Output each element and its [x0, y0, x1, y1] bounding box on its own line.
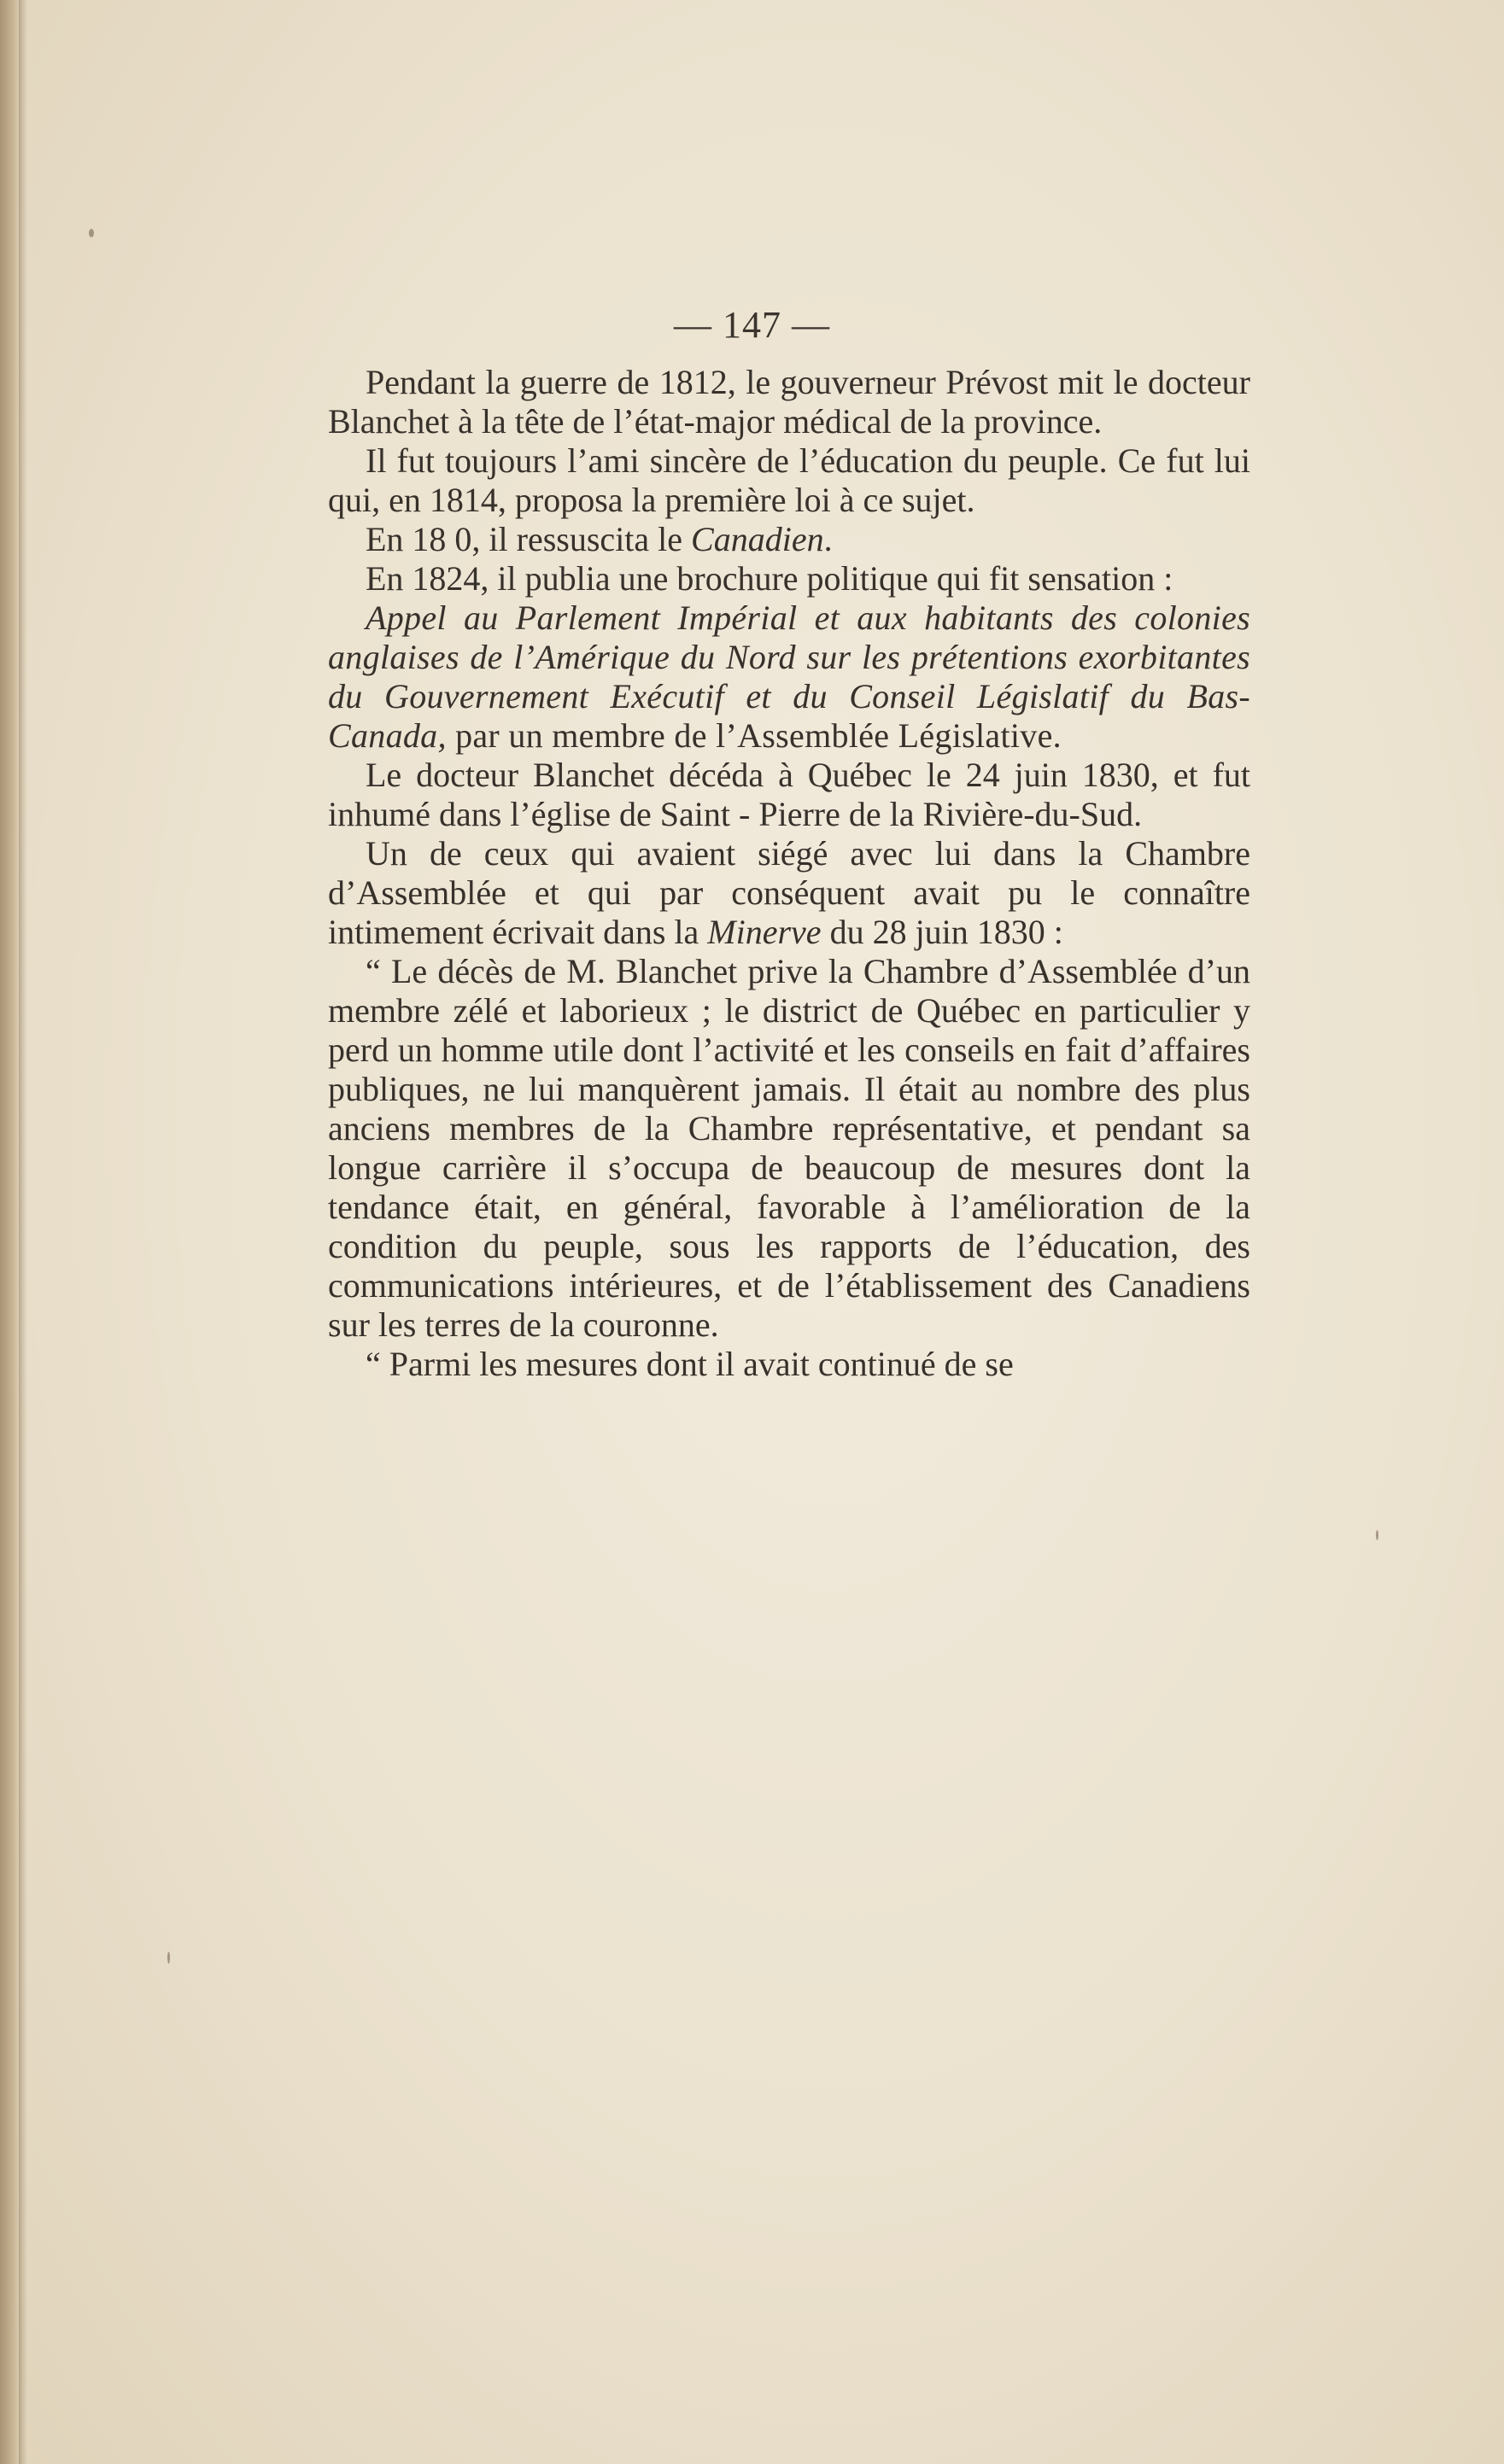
- paragraph-minerve-post: du 28 juin 1830 :: [821, 913, 1063, 951]
- page-number: — 147 —: [674, 304, 830, 346]
- quotation-paragraph-1: “ Le décès de M. Blanchet prive la Chambre d’Assemblée d’un membre zélé et laborieux ; le district de Québec en particulier y perd un homme utile dont l’activité et les conseils en fait d’affaires publiques, ne lui manquèrent jamais. Il était au nombre des plus anciens membres de la Chambre représentative, et pendant sa longue carrière il s’occupa de beaucoup de mesures dont la tendance était, en général, favorable à l’amélioration de la condition du peuple, sous les rapports de l’éducation, des communications intérieures, et de l’établissement des Canadiens sur les terres de la couronne.: [328, 952, 1250, 1344]
- brochure-title-italic: Appel au Parlement Impérial et aux habitants des colonies anglaises de l’Amérique du Nord sur les prétentions exorbitantes du Gouvernement Exécutif et du Conseil Législatif du Bas-Canada,: [328, 598, 1250, 755]
- paragraph-education: Il fut toujours l’ami sincère de l’éducation du peuple. Ce fut lui qui, en 1814, proposa la première loi à ce sujet.: [328, 441, 1250, 519]
- paragraph-canadien-pre: En 18 0, il ressuscita le: [366, 520, 692, 558]
- paragraph-brochure: En 1824, il publia une brochure politique qui fit sensation :: [366, 559, 1173, 598]
- paragraph-canadien: [328, 520, 1250, 559]
- newspaper-title-canadien: Canadien: [691, 520, 824, 558]
- paragraph-minerve-pre: Un de ceux qui avaient siégé avec lui dans la Chambre d’Assemblée et qui par conséquent avait pu le connaître intimement écrivait dans la: [328, 834, 1250, 951]
- brochure-title: [328, 598, 1250, 756]
- binding-shadow: [19, 0, 27, 2464]
- paragraph-death: Le docteur Blanchet décéda à Québec le 24 juin 1830, et fut inhumé dans l’église de Saint - Pierre de la Rivière-du-Sud.: [328, 756, 1250, 833]
- quotation-paragraph-2: “ Parmi les mesures dont il avait continué de se: [366, 1345, 1014, 1383]
- paragraph-minerve: [328, 834, 1250, 952]
- paragraph-canadien-post: .: [823, 520, 833, 558]
- page-body: [328, 363, 1250, 1384]
- paper-speck: [167, 1952, 170, 1964]
- paper-speck: [89, 229, 94, 237]
- newspaper-title-minerve: Minerve: [707, 913, 822, 951]
- brochure-author: par un membre de l’Assemblée Législative.: [446, 716, 1062, 755]
- paper-speck: [1376, 1530, 1378, 1540]
- paragraph-war-1812: Pendant la guerre de 1812, le gouverneur Prévost mit le docteur Blanchet à la tête de l’état-major médical de la province.: [328, 363, 1250, 441]
